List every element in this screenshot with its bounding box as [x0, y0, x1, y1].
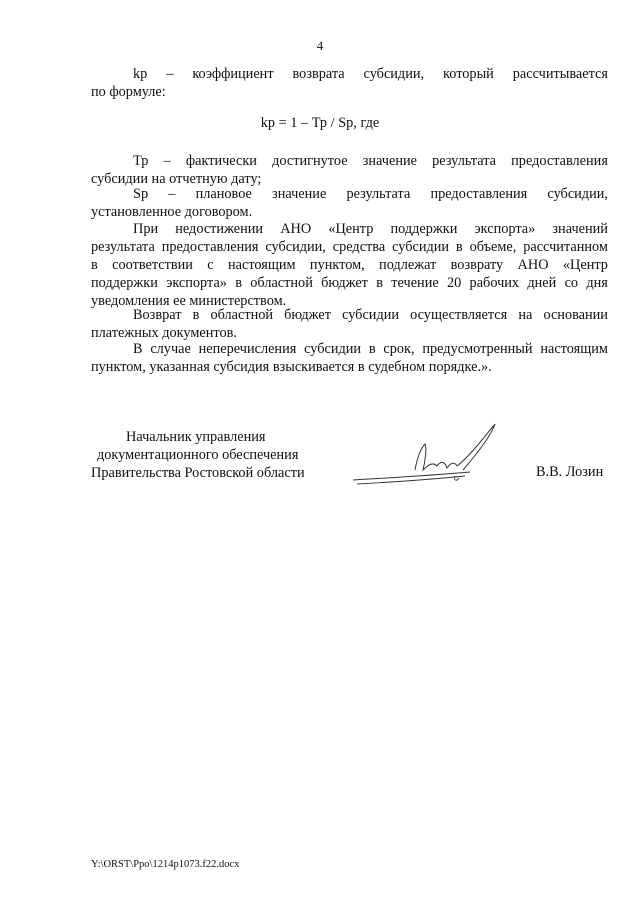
word: предоставления [430, 186, 528, 202]
word: основании [543, 307, 608, 323]
word: областной [210, 307, 274, 323]
word: настоящим [540, 341, 608, 357]
para-ano-line3 [91, 256, 608, 274]
file-path-footer: Y:\ORST\Ppo\1214p1073.f22.docx [91, 859, 240, 870]
word: экспорта» [166, 275, 227, 291]
word: «Центр [562, 257, 608, 273]
signer-name: В.В. Лозин [536, 464, 604, 480]
word: случае [150, 341, 191, 357]
word: в [455, 239, 463, 255]
formula: kр = 1 – Тр / Sр, где [260, 115, 380, 131]
word: достигнутое [272, 153, 348, 169]
word: неперечисления [198, 341, 297, 357]
word: возврату [450, 257, 504, 273]
word: с [207, 257, 214, 273]
word: рассчитывается [512, 66, 608, 82]
word: поддержки [91, 275, 158, 291]
para-ano-line5: уведомления ее министерством. [91, 293, 287, 309]
word: Возврат [133, 307, 182, 323]
word: плановое [195, 186, 252, 202]
word: срок, [383, 341, 415, 357]
signature-line-1: Начальник управления [126, 429, 266, 445]
word: рассчитанном [523, 239, 608, 255]
word: в [192, 307, 200, 323]
word: субсидии, [547, 186, 608, 202]
word: недостижении [175, 221, 264, 237]
word: на [518, 307, 533, 323]
word: соответствии [112, 257, 193, 273]
word: объеме, [469, 239, 517, 255]
word: «Центр [328, 221, 374, 237]
word: значение [362, 153, 417, 169]
word: пунктом, [309, 257, 365, 273]
signature-block [91, 428, 331, 482]
word: в [376, 275, 383, 291]
word: в [368, 341, 376, 357]
word: дней [527, 275, 557, 291]
word: средства [332, 239, 386, 255]
word: бюджет [284, 307, 331, 323]
word: настоящим [228, 257, 296, 273]
word: субсидии [392, 239, 450, 255]
para-ano-line4 [91, 274, 608, 292]
word: фактически [185, 153, 257, 169]
word: течение [391, 275, 439, 291]
para-sp-line1 [91, 185, 608, 203]
word: предусмотренный [422, 341, 533, 357]
para-ano-line2 [91, 238, 608, 256]
word: субсидии, [265, 239, 326, 255]
word: рабочих [469, 275, 520, 291]
para-ano-line1 [91, 220, 608, 238]
word: экспорта» [474, 221, 536, 237]
word: бюджет [321, 275, 368, 291]
word: результата [91, 239, 155, 255]
signature-line-3: Правительства Ростовской области [91, 465, 305, 481]
word: в [91, 257, 98, 273]
word: субсидии [342, 307, 400, 323]
para-tp-line2: субсидии на отчетную дату; [91, 171, 262, 187]
signature-line-2: документационного обеспечения [97, 447, 299, 463]
page-number: 4 [316, 38, 324, 53]
word: При [133, 221, 159, 237]
word: субсидии, [363, 66, 425, 82]
word: Тр [133, 153, 149, 169]
word: субсидии [304, 341, 362, 357]
word: со [564, 275, 579, 291]
word: коэффициент [192, 66, 274, 82]
word: который [443, 66, 494, 82]
word: областной [250, 275, 313, 291]
para-kp-line2: по формуле: [91, 84, 166, 100]
word: значение [272, 186, 327, 202]
word: предоставления [161, 239, 259, 255]
word: дня [586, 275, 608, 291]
word: результата [432, 153, 496, 169]
para-return-line1 [91, 306, 608, 324]
word: возврата [292, 66, 345, 82]
word: АНО [517, 257, 549, 273]
word: значений [552, 221, 608, 237]
word: – [163, 153, 171, 169]
word: kр [133, 66, 148, 82]
word: АНО [280, 221, 312, 237]
word: Sр [133, 186, 149, 202]
para-return-line2: платежных документов. [91, 325, 237, 341]
para-court-line2: пунктом, указанная субсидия взыскивается в судебном порядке.». [91, 359, 492, 375]
para-kp-line1 [91, 65, 608, 83]
para-tp-line1 [91, 152, 608, 170]
word: подлежат [379, 257, 437, 273]
word: – [168, 186, 176, 202]
word: В [133, 341, 143, 357]
word: поддержки [390, 221, 458, 237]
para-sp-line2: установленное договором. [91, 204, 253, 220]
word: в [235, 275, 242, 291]
para-court-line1 [91, 340, 608, 358]
word: предоставления [511, 153, 608, 169]
handwritten-signature [345, 418, 505, 493]
word: результата [346, 186, 411, 202]
word: осуществляется [410, 307, 508, 323]
word: 20 [446, 275, 462, 291]
word: – [166, 66, 174, 82]
